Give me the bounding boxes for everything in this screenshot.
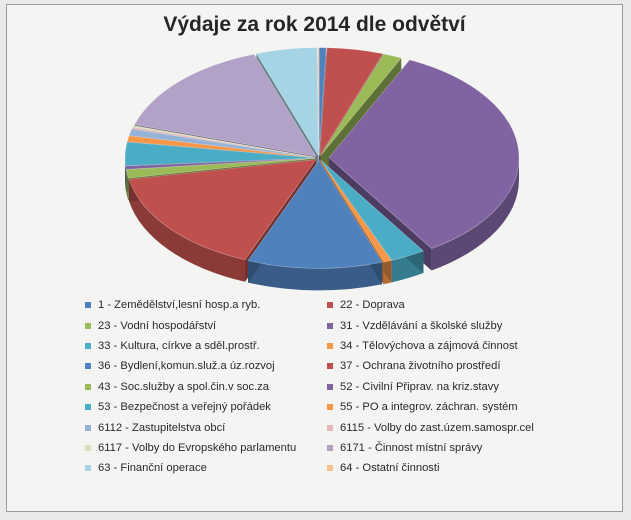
legend-label: 36 - Bydlení,komun.služ.a úz.rozvoj: [98, 360, 275, 373]
legend-swatch: [85, 465, 91, 471]
legend-swatch: [327, 323, 333, 329]
legend-item: [327, 295, 577, 315]
legend-swatch: [327, 425, 333, 431]
legend-swatch: [85, 363, 91, 369]
legend-item: [327, 315, 577, 335]
legend-item: [327, 336, 577, 356]
legend-item: [327, 397, 577, 417]
legend-swatch: [327, 343, 333, 349]
legend-label: 33 - Kultura, církve a sděl.prostř.: [98, 339, 260, 352]
legend-label: 23 - Vodní hospodářství: [98, 319, 217, 332]
legend-swatch: [327, 363, 333, 369]
legend-label: 53 - Bezpečnost a veřejný pořádek: [98, 401, 271, 414]
legend-label: 37 - Ochrana životního prostředí: [340, 360, 501, 373]
legend-label: 6112 - Zastupitelstva obcí: [98, 421, 226, 434]
legend-swatch: [85, 343, 91, 349]
legend-label: 6117 - Volby do Evropského parlamentu: [98, 441, 297, 454]
chart-title: Výdaje za rok 2014 dle odvětví: [163, 13, 466, 36]
legend-item: [85, 438, 317, 458]
legend-item: [327, 356, 577, 376]
legend-item: [85, 397, 317, 417]
pie-chart: [7, 5, 624, 295]
legend-item: [327, 417, 577, 437]
legend-label: 6115 - Volby do zast.územ.samospr.cel: [340, 421, 534, 434]
legend-swatch: [327, 302, 333, 308]
legend-label: 63 - Finanční operace: [98, 462, 207, 475]
legend-label: 6171 - Činnost místní správy: [340, 441, 483, 454]
legend-swatch: [85, 323, 91, 329]
legend-swatch: [85, 384, 91, 390]
legend-label: 34 - Tělovýchova a zájmová činnost: [340, 339, 518, 352]
legend-label: 52 - Civilní Připrav. na kriz.stavy: [340, 380, 499, 393]
legend-swatch: [327, 445, 333, 451]
legend-item: [85, 315, 317, 335]
legend-label: 64 - Ostatní činnosti: [340, 462, 440, 475]
legend-swatch: [85, 404, 91, 410]
legend-swatch: [85, 425, 91, 431]
legend-swatch: [85, 445, 91, 451]
legend-item: [327, 438, 577, 458]
legend-swatch: [327, 404, 333, 410]
legend-swatch: [327, 465, 333, 471]
legend-item: [327, 377, 577, 397]
legend-item: [327, 458, 577, 478]
legend-item: [85, 356, 317, 376]
legend: [85, 295, 585, 479]
legend-swatch: [327, 384, 333, 390]
legend-item: [85, 377, 317, 397]
legend-item: [85, 295, 317, 315]
legend-swatch: [85, 302, 91, 308]
legend-item: [85, 417, 317, 437]
legend-label: 43 - Soc.služby a spol.čin.v soc.za: [98, 380, 269, 393]
legend-label: 22 - Doprava: [340, 299, 405, 312]
chart-frame: [6, 4, 623, 512]
legend-item: [85, 458, 317, 478]
legend-label: 1 - Zemědělství,lesní hosp.a ryb.: [98, 299, 261, 312]
legend-item: [85, 336, 317, 356]
legend-label: 31 - Vzdělávání a školské služby: [340, 319, 503, 332]
legend-label: 55 - PO a integrov. záchran. systém: [340, 401, 518, 414]
